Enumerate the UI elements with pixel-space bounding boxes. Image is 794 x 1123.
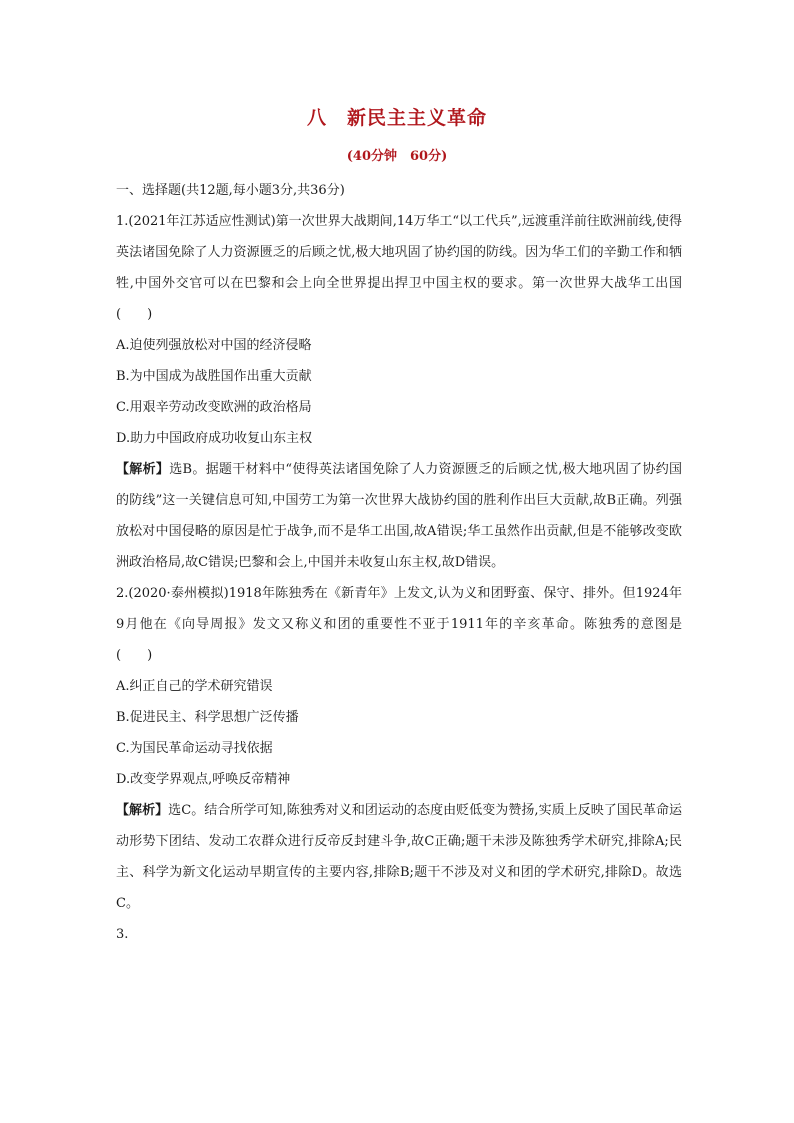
- analysis: [116, 454, 682, 578]
- analysis-label: 【解析】: [116, 462, 170, 477]
- analysis: [116, 795, 682, 919]
- analysis-label: 【解析】: [116, 803, 169, 818]
- time-score-subtitle: (40分钟 60分): [346, 149, 448, 164]
- option-d: D.助力中国政府成功收复山东主权: [116, 431, 313, 446]
- analysis-text: 选C。结合所学可知,陈独秀对义和团运动的态度由贬低变为赞扬,实质上反映了国民革命运动形势下团结、发动工农群众进行反帝反封建斗争,故C正确;题干未涉及陈独秀学术研究,排除A;民主、科学为新文化运动早期宣传的主要内容,排除B;题干不涉及对义和团的学术研究,排除D。故选C。: [116, 803, 682, 911]
- analysis-text: 选B。据题干材料中“使得英法诸国免除了人力资源匮乏的后顾之忧,极大地巩固了协约国的防线”这一关键信息可知,中国劳工为第一次世界大战协约国的胜利作出巨大贡献,故B正确。列强放松对中国侵略的原因是忙于战争,而不是华工出国,故A错误;华工虽然作出贡献,但是不能够改变欧洲政治格局,故C错误;巴黎和会上,中国并未收复山东主权,故D错误。: [116, 462, 682, 570]
- page-title: 八 新民主主义革命: [306, 107, 487, 129]
- option-b: B.为中国成为战胜国作出重大贡献: [116, 369, 312, 384]
- question-1: [116, 206, 696, 578]
- option-c: C.为国民革命运动寻找依据: [116, 741, 273, 756]
- option-b: B.促进民主、科学思想广泛传播: [116, 710, 299, 725]
- section-heading: 一、选择题(共12题,每小题3分,共36分): [116, 183, 345, 198]
- question-stem: 2.(2020·泰州模拟)1918年陈独秀在《新青年》上发文,认为义和团野蛮、保守、排外。但1924年9月他在《向导周报》发文又称义和团的重要性不亚于1911年的辛亥革命。陈独秀的意图是 ( ): [116, 586, 696, 663]
- option-a: A.纠正自己的学术研究错误: [116, 679, 273, 694]
- option-d: D.改变学界观点,呼唤反帝精神: [116, 772, 291, 787]
- question-2: [116, 578, 696, 919]
- question-stem: 1.(2021年江苏适应性测试)第一次世界大战期间,14万华工“以工代兵”,远渡重洋前往欧洲前线,使得英法诸国免除了人力资源匮乏的后顾之忧,极大地巩固了协约国的防线。因为华工们的辛勤工作和牺牲,中国外交官可以在巴黎和会上向全世界提出捍卫中国主权的要求。第一次世界大战华工出国 ( ): [116, 214, 696, 322]
- option-a: A.迫使列强放松对中国的经济侵略: [116, 338, 312, 353]
- question-3-number: 3.: [116, 927, 129, 942]
- option-c: C.用艰辛劳动改变欧洲的政治格局: [116, 400, 312, 415]
- document-body: [116, 175, 696, 950]
